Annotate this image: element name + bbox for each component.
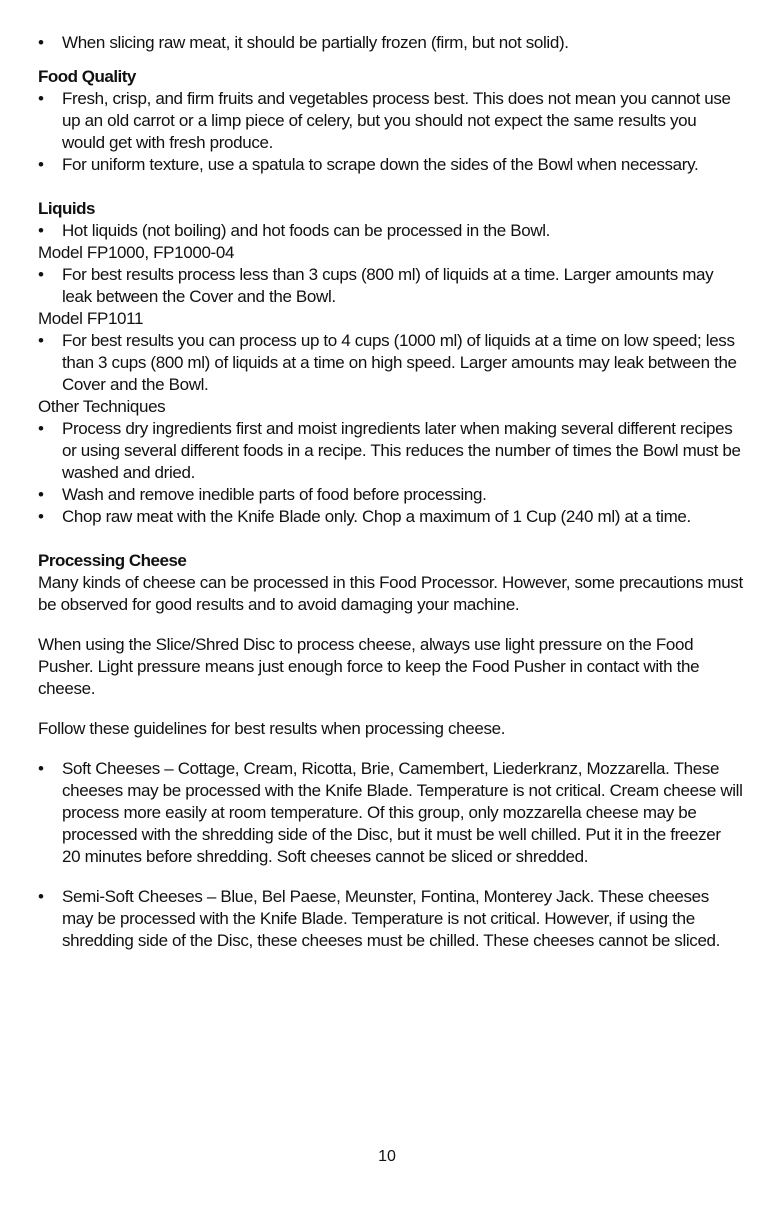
bullet-text: Process dry ingredients first and moist ingredients later when making several different recipes or using several different foods in a recipe. This reduces the number of times the Bowl must be washed and dried. — [62, 419, 741, 482]
bullet-text: Chop raw meat with the Knife Blade only. Chop a maximum of 1 Cup (240 ml) at a time. — [62, 507, 691, 526]
bullet-marker: • — [38, 887, 44, 906]
bullet-text: Semi-Soft Cheeses – Blue, Bel Paese, Meunster, Fontina, Monterey Jack. These cheeses may be processed with the Knife Blade. Temperature is not critical. However, if using the shredding side of the Disc, these cheeses must be chilled. These cheeses cannot be sliced. — [62, 887, 721, 950]
paragraph: When using the Slice/Shred Disc to process cheese, always use light pressure on the Food Pusher. Light pressure means just enough force to keep the Food Pusher in contact with the cheese. — [38, 635, 700, 698]
model-label: Model FP1000, FP1000-04 — [38, 243, 235, 262]
section-heading-processing-cheese: Processing Cheese — [38, 551, 187, 570]
bullet-marker: • — [38, 759, 44, 778]
bullet-text: Soft Cheeses – Cottage, Cream, Ricotta, Brie, Camembert, Liederkranz, Mozzarella. These cheeses may be processed with the Knife Blade. Temperature is not critical. Cream cheese will process more easily at room temperature. Of this group, only mozzarella cheese may be processed with the shredding side of the Disc, but it must be well chilled. Put it in the freezer 20 minutes before shredding. Soft cheeses cannot be sliced or shredded. — [62, 759, 743, 866]
list-item — [38, 418, 743, 484]
bullet-marker: • — [38, 507, 44, 526]
bullet-marker: • — [38, 155, 44, 174]
model-label: Model FP1011 — [38, 309, 144, 328]
paragraph: Follow these guidelines for best results when processing cheese. — [38, 719, 506, 738]
bullet-text: For best results you can process up to 4 cups (1000 ml) of liquids at a time on low speed; less than 3 cups (800 ml) of liquids at a time on high speed. Larger amounts may leak between the Cover and the Bowl. — [62, 331, 737, 394]
bullet-marker: • — [38, 419, 44, 438]
list-item — [38, 264, 743, 308]
page-number: 10 — [378, 1148, 396, 1165]
bullet-text: For uniform texture, use a spatula to scrape down the sides of the Bowl when necessary. — [62, 155, 699, 174]
bullet-marker: • — [38, 33, 44, 52]
bullet-marker: • — [38, 331, 44, 350]
bullet-marker: • — [38, 265, 44, 284]
bullet-marker: • — [38, 89, 44, 108]
section-heading-liquids: Liquids — [38, 199, 95, 218]
bullet-text: When slicing raw meat, it should be partially frozen (firm, but not solid). — [62, 33, 569, 52]
bullet-text: Wash and remove inedible parts of food before processing. — [62, 485, 487, 504]
list-item — [38, 506, 743, 528]
list-item — [38, 220, 743, 242]
bullet-text: Hot liquids (not boiling) and hot foods can be processed in the Bowl. — [62, 221, 551, 240]
bullet-text: Fresh, crisp, and firm fruits and vegetables process best. This does not mean you cannot use up an old carrot or a limp piece of celery, but you should not expect the same results you would get with fresh produce. — [62, 89, 731, 152]
bullet-marker: • — [38, 485, 44, 504]
list-item — [38, 32, 743, 54]
document-page — [38, 32, 743, 952]
subsection-label: Other Techniques — [38, 397, 166, 416]
bullet-marker: • — [38, 221, 44, 240]
list-item — [38, 758, 743, 868]
list-item — [38, 154, 743, 176]
paragraph: Many kinds of cheese can be processed in this Food Processor. However, some precautions must be observed for good results and to avoid damaging your machine. — [38, 573, 743, 614]
list-item — [38, 88, 743, 154]
list-item — [38, 484, 743, 506]
list-item — [38, 886, 743, 952]
section-heading-food-quality: Food Quality — [38, 67, 136, 86]
list-item — [38, 330, 743, 396]
bullet-text: For best results process less than 3 cups (800 ml) of liquids at a time. Larger amounts may leak between the Cover and the Bowl. — [62, 265, 714, 306]
